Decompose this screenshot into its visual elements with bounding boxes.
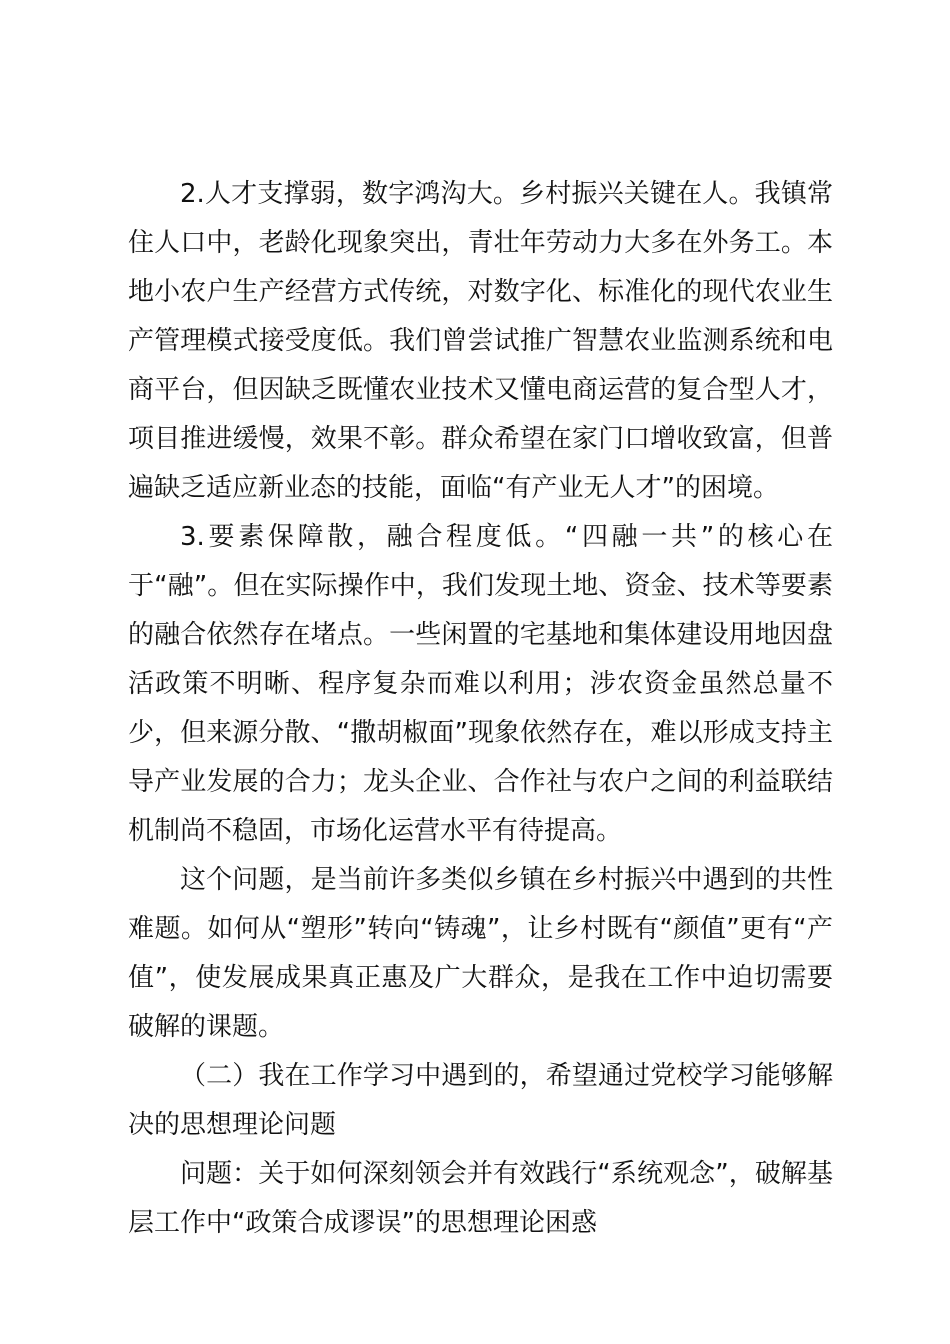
document-body [128, 170, 833, 1248]
section-heading-theory-issues: （二）我在工作学习中遇到的，希望通过党校学习能够解决的思想理论问题 [128, 1061, 833, 1140]
paragraph-factor-guarantee: 3.要素保障散，融合程度低。“四融一共”的核心在于“融”。但在实际操作中，我们发现土地、资金、技术等要素的融合依然存在堵点。一些闲置的宅基地和集体建设用地因盘活政策不明晰、程序复杂而难以利用；涉农资金虽然总量不少，但来源分散、“撒胡椒面”现象依然存在，难以形成支持主导产业发展的合力；龙头企业、合作社与农户之间的利益联结机制尚不稳固，市场化运营水平有待提高。 [128, 522, 833, 846]
paragraph-question-system-concept: 问题：关于如何深刻领会并有效践行“系统观念”，破解基层工作中“政策合成谬误”的思想理论困惑 [128, 1159, 833, 1238]
paragraph-common-problem: 这个问题，是当前许多类似乡镇在乡村振兴中遇到的共性难题。如何从“塑形”转向“铸魂”，让乡村既有“颜值”更有“产值”，使发展成果真正惠及广大群众，是我在工作中迫切需要破解的课题。 [128, 865, 833, 1042]
paragraph-talent-support: 2.人才支撑弱，数字鸿沟大。乡村振兴关键在人。我镇常住人口中，老龄化现象突出，青壮年劳动力大多在外务工。本地小农户生产经营方式传统，对数字化、标准化的现代农业生产管理模式接受度低。我们曾尝试推广智慧农业监测系统和电商平台，但因缺乏既懂农业技术又懂电商运营的复合型人才，项目推进缓慢，效果不彰。群众希望在家门口增收致富，但普遍缺乏适应新业态的技能，面临“有产业无人才”的困境。 [128, 179, 833, 503]
